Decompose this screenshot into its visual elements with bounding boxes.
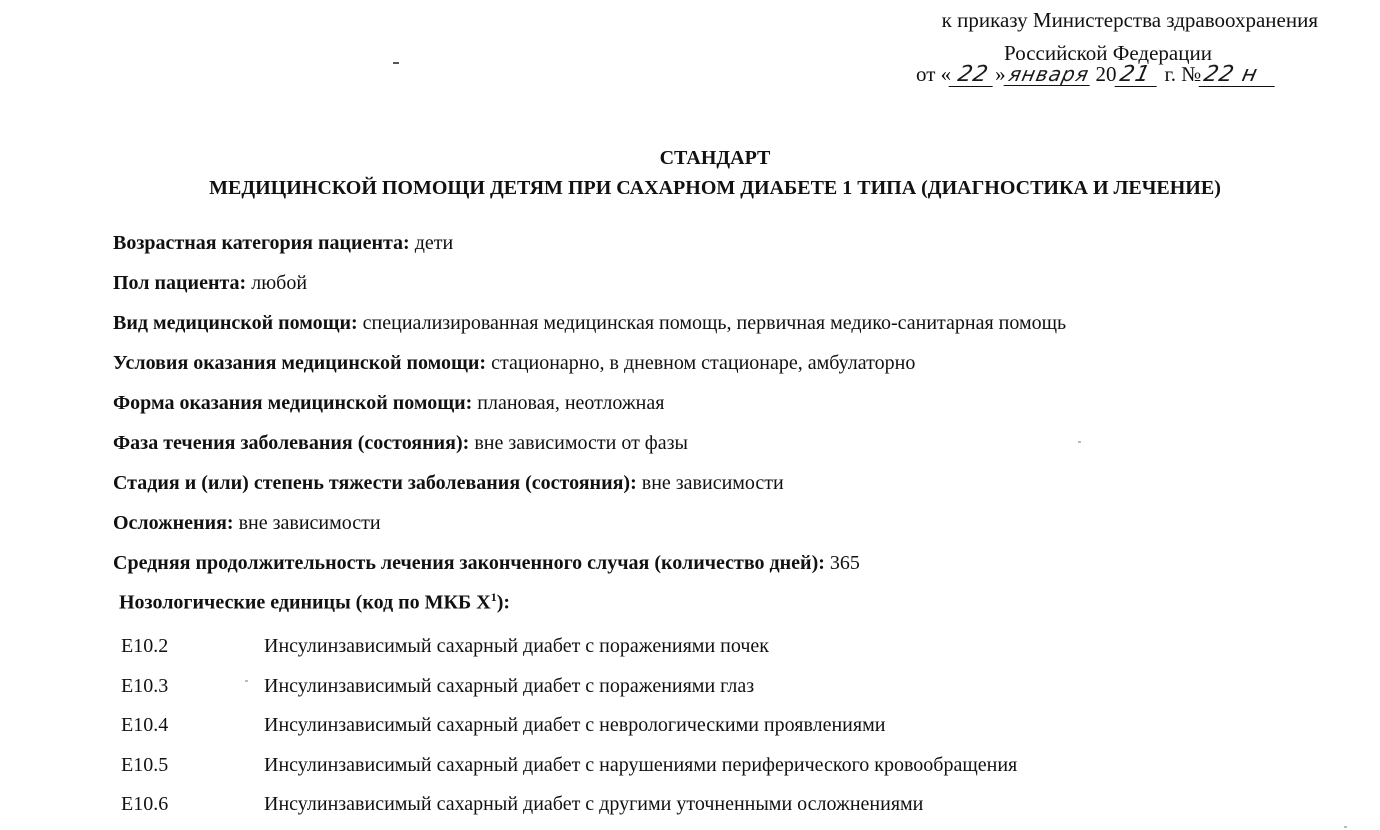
- handwritten-year: 21: [1114, 64, 1161, 87]
- attribute-label: Форма оказания медицинской помощи:: [113, 392, 473, 414]
- federation-line: Российской Федерации: [1004, 41, 1212, 65]
- scan-artifact-dot: [1344, 826, 1347, 828]
- attribute-row: [113, 228, 1343, 268]
- icd-code: E10.2: [121, 635, 169, 657]
- standard-attributes: [113, 228, 1343, 588]
- attribute-label: Фаза течения заболевания (состояния):: [113, 432, 470, 454]
- handwritten-order-number: 22 н: [1199, 64, 1280, 87]
- icd-code: E10.6: [121, 793, 169, 815]
- attribute-value: специализированная медицинская помощь, первичная медико-санитарная помощь: [362, 312, 1067, 334]
- icd-code: E10.5: [121, 753, 169, 776]
- order-header: [848, 4, 1318, 70]
- nosology-heading: [119, 590, 510, 615]
- document-title: [0, 143, 1380, 203]
- icd-code-row: [121, 672, 1017, 712]
- attribute-value: вне зависимости от фазы: [474, 432, 688, 454]
- date-quote-close: »: [995, 62, 1006, 86]
- icd-description: Инсулинзависимый сахарный диабет с неврологическими проявлениями: [264, 714, 886, 736]
- scan-artifact-mark: [393, 62, 399, 64]
- icd-code: E10.3: [121, 674, 169, 697]
- attribute-label: Вид медицинской помощи:: [113, 312, 358, 334]
- handwritten-month: января: [1003, 63, 1094, 86]
- date-prefix: от «: [916, 62, 952, 86]
- attribute-value: плановая, неотложная: [477, 392, 665, 414]
- attribute-value: любой: [251, 272, 308, 294]
- order-date-line: [916, 62, 1277, 87]
- nosology-heading-end: ):: [496, 591, 511, 614]
- attribute-label: Условия оказания медицинской помощи:: [113, 352, 487, 374]
- title-standard: СТАНДАРТ: [659, 147, 771, 169]
- attribute-row: [113, 508, 1343, 548]
- attribute-label: Пол пациента:: [113, 272, 247, 294]
- icd-code-row: [121, 790, 1017, 830]
- icd-description: Инсулинзависимый сахарный диабет с поражениями глаз: [264, 674, 755, 697]
- icd-code-list: [121, 632, 1017, 830]
- attribute-row: [113, 548, 1343, 588]
- attribute-row: [113, 428, 1343, 468]
- icd-code-row: [121, 632, 1017, 672]
- attribute-label: Осложнения:: [113, 512, 234, 534]
- icd-description: Инсулинзависимый сахарный диабет с нарушениями периферического кровообращения: [264, 753, 1018, 776]
- handwritten-day: 22: [949, 64, 998, 87]
- order-reference-line: к приказу Министерства здравоохранения: [941, 8, 1318, 32]
- icd-code: E10.4: [121, 714, 169, 736]
- footnote-mark: 1: [490, 590, 497, 604]
- title-subject: МЕДИЦИНСКОЙ ПОМОЩИ ДЕТЯМ ПРИ САХАРНОМ ДИАБЕТЕ 1 ТИПА (ДИАГНОСТИКА И ЛЕЧЕНИЕ): [209, 177, 1221, 199]
- icd-code-row: [121, 711, 1017, 751]
- attribute-row: [113, 468, 1343, 508]
- attribute-label: Возрастная категория пациента:: [113, 232, 410, 254]
- attribute-value: дети: [414, 232, 454, 254]
- attribute-row: [113, 388, 1343, 428]
- nosology-heading-text: Нозологические единицы (код по МКБ X: [119, 591, 491, 614]
- attribute-value: вне зависимости: [238, 512, 381, 534]
- attribute-row: [113, 308, 1343, 348]
- attribute-row: [113, 268, 1343, 308]
- date-year-prefix: 20: [1095, 62, 1117, 86]
- date-number-label: г. №: [1164, 62, 1202, 86]
- attribute-value: стационарно, в дневном стационаре, амбулаторно: [491, 352, 916, 374]
- attribute-value: вне зависимости: [641, 472, 784, 494]
- attribute-label: Средняя продолжительность лечения законченного случая (количество дней):: [113, 552, 825, 574]
- icd-code-row: [121, 751, 1017, 791]
- icd-description: Инсулинзависимый сахарный диабет с поражениями почек: [264, 635, 769, 657]
- attribute-label: Стадия и (или) степень тяжести заболевания (состояния):: [113, 472, 637, 494]
- icd-description: Инсулинзависимый сахарный диабет с другими уточненными осложнениями: [264, 793, 924, 815]
- attribute-row: [113, 348, 1343, 388]
- attribute-value: 365: [829, 552, 860, 574]
